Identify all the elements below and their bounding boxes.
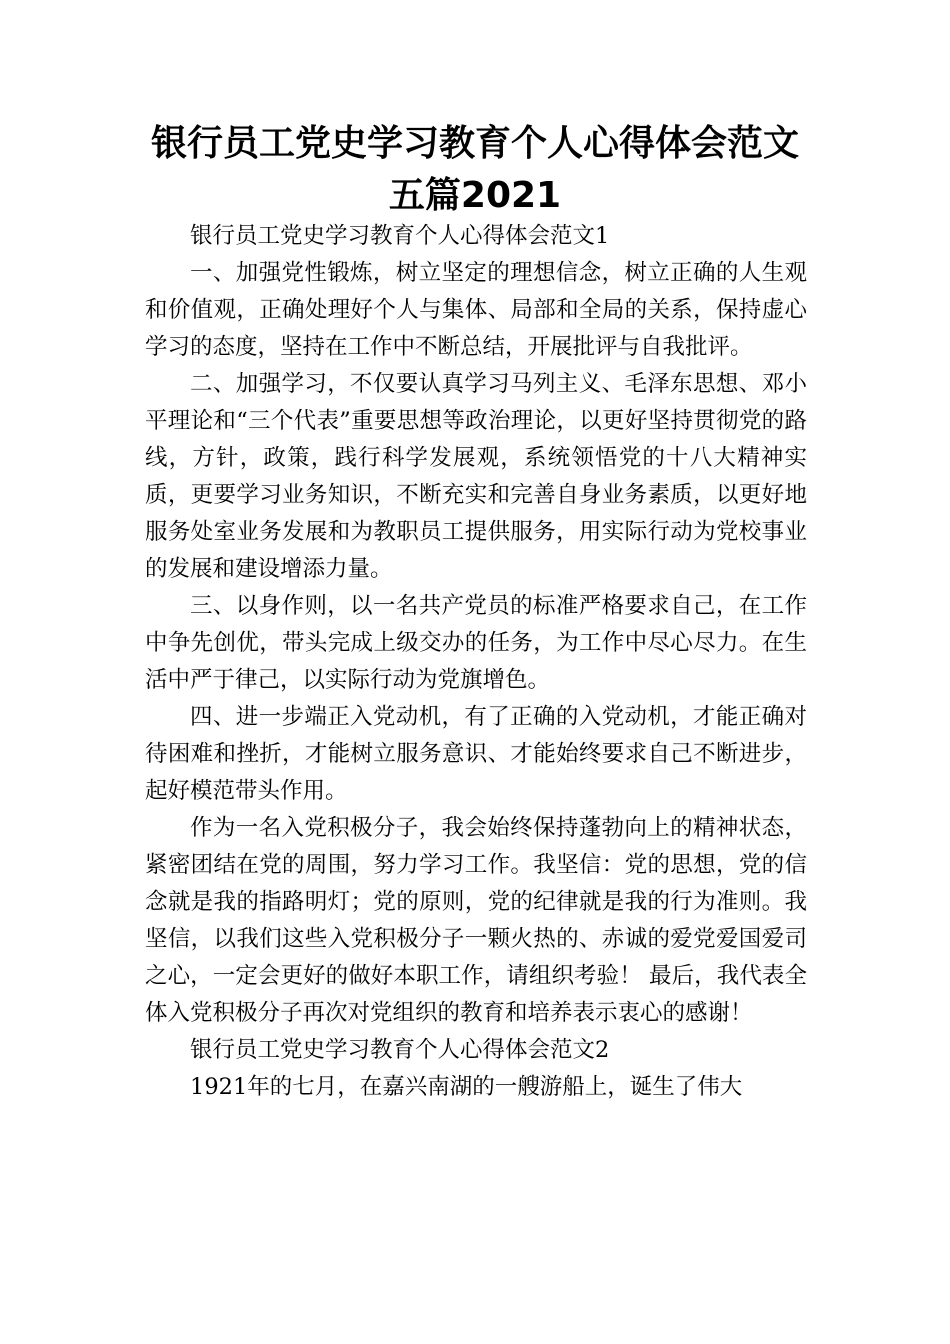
- document-body: [145, 218, 807, 1106]
- paragraph: 一、加强党性锻炼，树立坚定的理想信念，树立正确的人生观和价值观，正确处理好个人与集体、局部和全局的关系，保持虚心学习的态度，坚持在工作中不断总结，开展批评与自我批评。: [145, 260, 807, 360]
- paragraph-subtitle-2: 银行员工党史学习教育个人心得体会范文2: [190, 1037, 610, 1063]
- paragraph: 作为一名入党积极分子，我会始终保持蓬勃向上的精神状态，紧密团结在党的周围，努力学习工作。我坚信：党的思想，党的信念就是我的指路明灯；党的原则，党的纪律就是我的行为准则。我坚信，以我们这些入党积极分子一颗火热的、赤诚的爱党爱国爱司之心，一定会更好的做好本职工作，请组织考验！ 最后，我代表全体入党积极分子再次对党组织的教育和培养表示衷心的感谢！: [145, 815, 807, 1026]
- paragraph: 四、进一步端正入党动机，有了正确的入党动机，才能正确对待困难和挫折，才能树立服务意识、才能始终要求自己不断进步，起好模范带头作用。: [145, 704, 807, 804]
- paragraph: 二、加强学习，不仅要认真学习马列主义、毛泽东思想、邓小平理论和“三个代表”重要思想等政治理论，以更好坚持贯彻党的路线，方针，政策，践行科学发展观，系统领悟党的十八大精神实质，更要学习业务知识，不断充实和完善自身业务素质，以更好地服务处室业务发展和为教职员工提供服务，用实际行动为党校事业的发展和建设增添力量。: [145, 371, 807, 582]
- document-title: 银行员工党史学习教育个人心得体会范文五篇2021: [150, 123, 799, 216]
- paragraph: 三、以身作则，以一名共产党员的标准严格要求自己，在工作中争先创优，带头完成上级交办的任务，为工作中尽心尽力。在生活中严于律己，以实际行动为党旗增色。: [145, 593, 807, 693]
- paragraph: 1921年的七月，在嘉兴南湖的一艘游船上，诞生了伟大: [190, 1074, 743, 1100]
- paragraph-subtitle-1: 银行员工党史学习教育个人心得体会范文1: [190, 223, 610, 249]
